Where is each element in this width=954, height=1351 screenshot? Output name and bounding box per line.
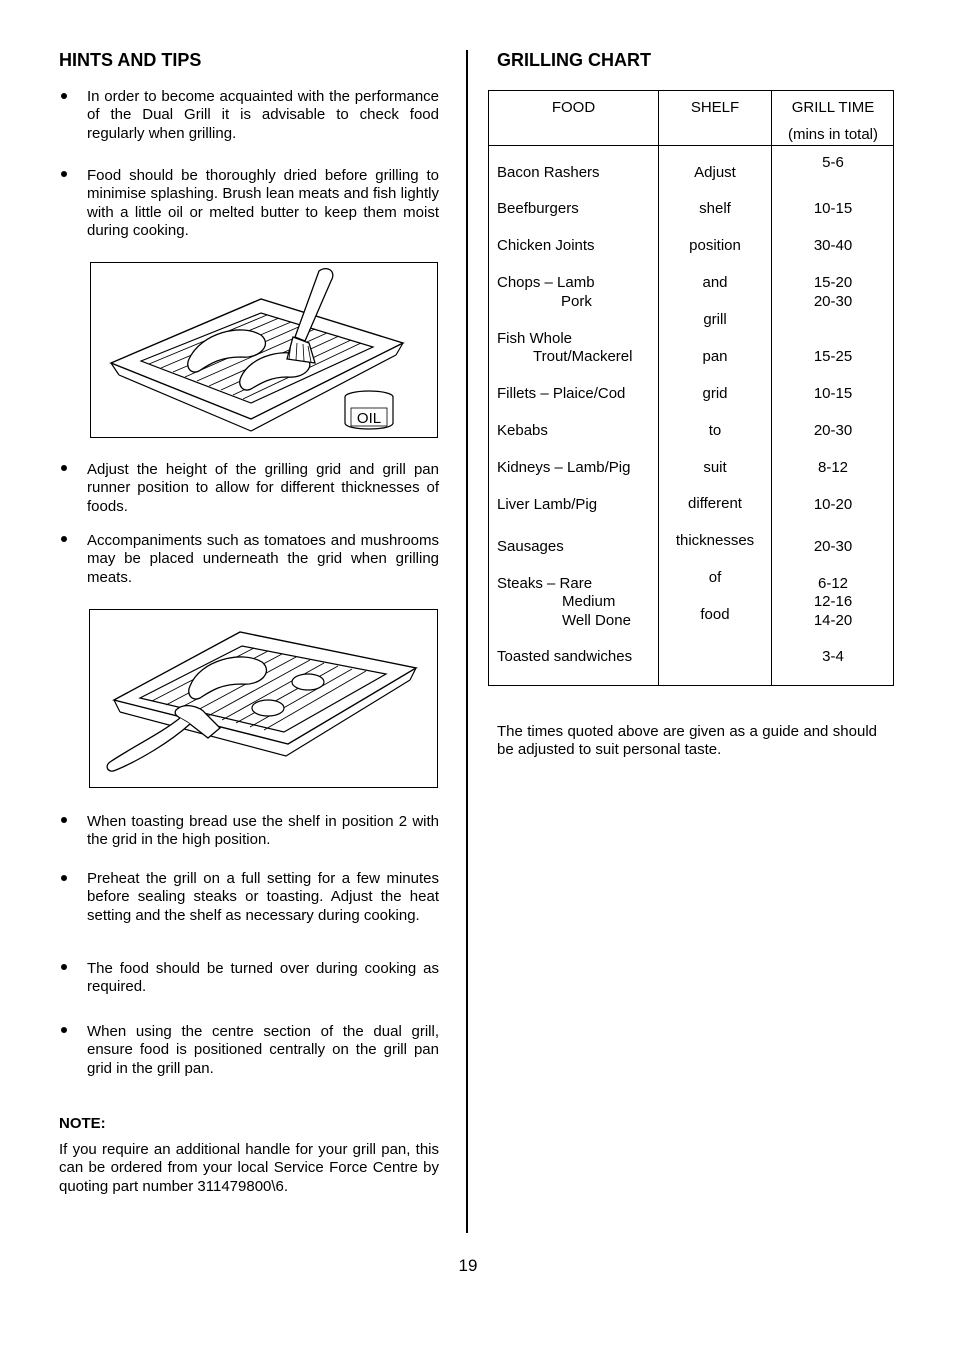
- bullet: [61, 1027, 67, 1033]
- grill-time: 3-4: [822, 648, 844, 665]
- grill-time: 10-15: [813, 200, 853, 217]
- food-item: Fillets – Plaice/Cod: [497, 385, 626, 402]
- grill-time: 5-6: [822, 154, 844, 171]
- header-grill-time-sub: (mins in total): [787, 126, 879, 143]
- grill-time: 20-30: [813, 293, 853, 310]
- grill-time: 12-16: [813, 593, 853, 610]
- chart-footnote: The times quoted above are given as a guide and should be adjusted to suit personal taste.: [497, 723, 877, 759]
- grill-pan-handle-drawing: [90, 610, 436, 786]
- illustration-grill-pan-handle: [89, 609, 438, 788]
- shelf-text: of: [708, 569, 722, 586]
- food-item: Fish Whole: [497, 330, 573, 347]
- bullet: [61, 536, 67, 542]
- grilling-chart-table: [488, 90, 894, 686]
- bullet: [61, 817, 67, 823]
- food-item-sub: Trout/Mackerel: [533, 348, 633, 365]
- shelf-text: grid: [702, 385, 728, 402]
- shelf-text: food: [700, 606, 730, 623]
- grill-time: 15-25: [813, 348, 853, 365]
- shelf-text: Adjust: [694, 164, 736, 181]
- hints-heading: HINTS AND TIPS: [59, 50, 202, 70]
- shelf-text: thicknesses: [675, 532, 755, 549]
- tip-1: In order to become acquainted with the performance of the Dual Grill it is advisable to check food regularly when grilling.: [87, 88, 439, 142]
- tip-6: Preheat the grill on a full setting for a few minutes before sealing steaks or toasting. Adjust the heat setting and the shelf as necessary during cooking.: [87, 870, 439, 924]
- shelf-text: position: [689, 237, 741, 254]
- food-item: Steaks – Rare: [497, 575, 593, 592]
- grill-time: 10-20: [813, 496, 853, 513]
- food-item-sub: Medium: [562, 593, 616, 610]
- tip-5: When toasting bread use the shelf in position 2 with the grid in the high position.: [87, 813, 439, 849]
- tip-8: When using the centre section of the dual grill, ensure food is positioned centrally on the grill pan grid in the grill pan.: [87, 1023, 439, 1077]
- tip-7: The food should be turned over during cooking as required.: [87, 960, 439, 996]
- tip-3: Adjust the height of the grilling grid and grill pan runner position to allow for different thicknesses of foods.: [87, 461, 439, 515]
- food-item: Chicken Joints: [497, 237, 595, 254]
- grill-time: 20-30: [813, 422, 853, 439]
- food-item-sub: Pork: [561, 293, 592, 310]
- bullet: [61, 964, 67, 970]
- bullet: [61, 875, 67, 881]
- food-item: Bacon Rashers: [497, 164, 600, 181]
- grilling-chart-heading: GRILLING CHART: [497, 50, 651, 70]
- shelf-text: different: [688, 495, 742, 512]
- grill-time: 14-20: [813, 612, 853, 629]
- oil-label: OIL: [356, 410, 382, 427]
- tip-2: Food should be thoroughly dried before grilling to minimise splashing. Brush lean meats and fish lightly with a little oil or melted butter to keep them moist during cooking.: [87, 167, 439, 240]
- column-divider: [466, 50, 468, 1233]
- grill-time: 15-20: [813, 274, 853, 291]
- shelf-text: grill: [703, 311, 727, 328]
- shelf-text: suit: [703, 459, 727, 476]
- tip-4: Accompaniments such as tomatoes and mushrooms may be placed underneath the grid when grilling meats.: [87, 532, 439, 586]
- header-shelf: SHELF: [690, 99, 740, 116]
- bullet: [61, 465, 67, 471]
- illustration-brushing-oil: [90, 262, 438, 438]
- shelf-text: to: [708, 422, 722, 439]
- shelf-text: and: [702, 274, 728, 291]
- bullet: [61, 93, 67, 99]
- grill-time: 6-12: [817, 575, 849, 592]
- food-item: Chops – Lamb: [497, 274, 595, 291]
- header-grill-time: GRILL TIME: [791, 99, 875, 116]
- food-item: Liver Lamb/Pig: [497, 496, 598, 513]
- grill-time: 30-40: [813, 237, 853, 254]
- grill-pan-brush-drawing: [91, 263, 436, 436]
- grill-time: 8-12: [817, 459, 849, 476]
- food-item-sub: Well Done: [562, 612, 631, 629]
- bullet: [61, 171, 67, 177]
- food-item: Kebabs: [497, 422, 548, 439]
- food-item: Kidneys – Lamb/Pig: [497, 459, 631, 476]
- note-text: If you require an additional handle for your grill pan, this can be ordered from your local Service Force Centre by quoting part number 311479800\6.: [59, 1141, 439, 1195]
- grill-time: 20-30: [813, 538, 853, 555]
- shelf-text: shelf: [699, 200, 731, 217]
- page-number: 19: [458, 1256, 478, 1275]
- table-header-divider: [489, 145, 893, 146]
- food-item: Beefburgers: [497, 200, 579, 217]
- header-food: FOOD: [551, 99, 596, 116]
- grill-time: 10-15: [813, 385, 853, 402]
- food-item: Sausages: [497, 538, 564, 555]
- food-item: Toasted sandwiches: [497, 648, 633, 665]
- note-heading: NOTE:: [59, 1115, 106, 1132]
- shelf-text: pan: [702, 348, 728, 365]
